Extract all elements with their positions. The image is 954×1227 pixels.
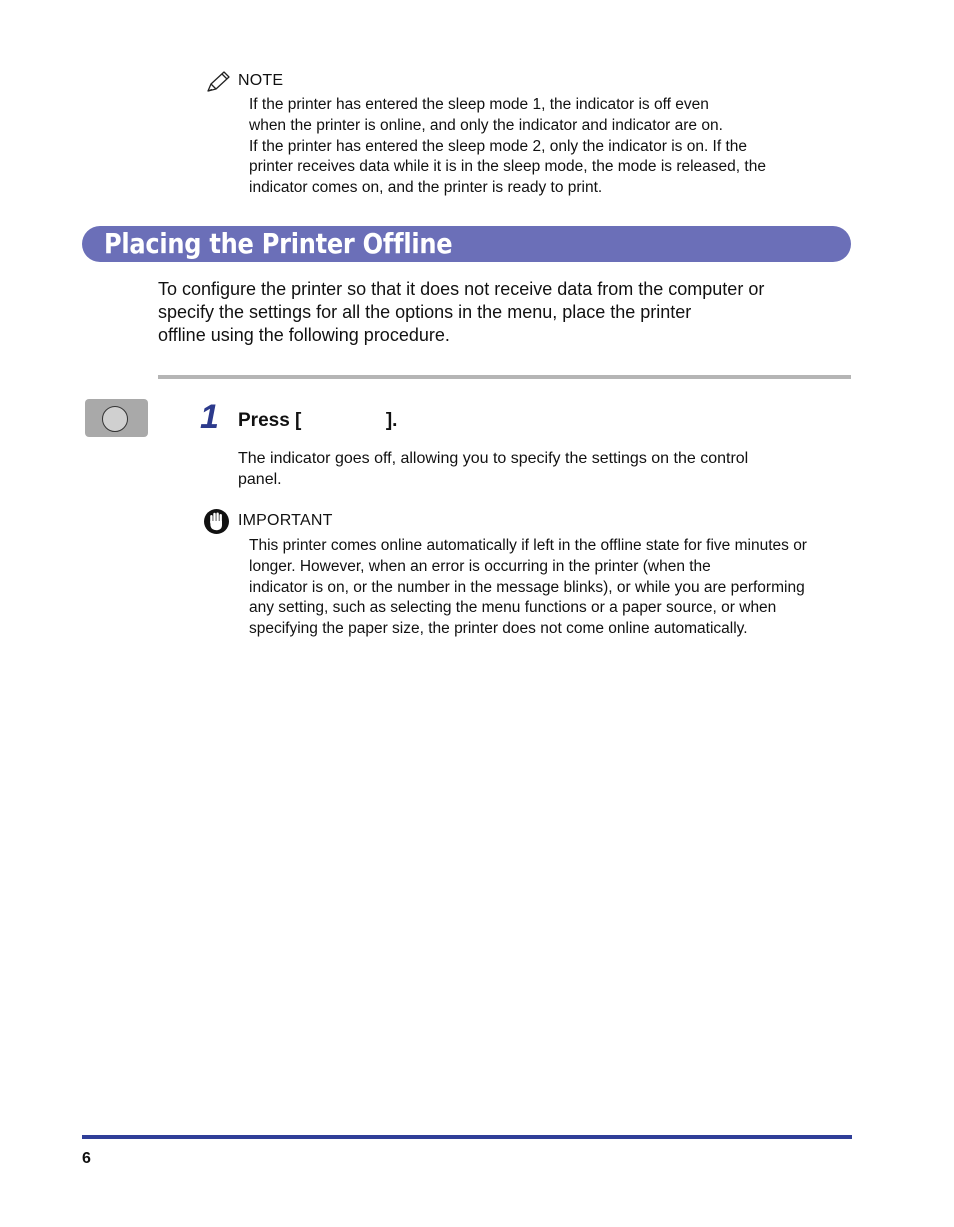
intro-line: To configure the printer so that it does not receive data from the computer or [158, 279, 765, 299]
section-title: Placing the Printer Offline [104, 227, 453, 260]
footer-rule [82, 1135, 852, 1139]
pencil-icon [205, 70, 231, 94]
intro-paragraph [158, 278, 838, 347]
note-label: NOTE [238, 72, 284, 89]
step-desc-line: The indicator goes off, allowing you to specify the settings on the control [238, 450, 749, 467]
important-line: indicator is on, or the number in the message blinks), or while you are performing [249, 578, 805, 596]
hand-icon [203, 508, 230, 535]
intro-line: specify the settings for all the options in the menu, place the printer [158, 302, 692, 322]
note-line: when the printer is online, and only the indicator and indicator are on. [249, 116, 723, 134]
note-line: printer receives data while it is in the sleep mode, the mode is released, the [249, 158, 766, 176]
step-description [238, 448, 858, 490]
key-button-knob [102, 406, 128, 432]
important-line: longer. However, when an error is occurring in the printer (when the [249, 557, 711, 575]
note-line: If the printer has entered the sleep mode 2, only the indicator is on. If the [249, 137, 748, 155]
important-line: specifying the paper size, the printer does not come online automatically. [249, 620, 748, 638]
note-text [249, 95, 854, 199]
important-line: any setting, such as selecting the menu functions or a paper source, or when [249, 599, 777, 617]
step-number: 1 [200, 398, 219, 436]
note-line: indicator comes on, and the printer is ready to print. [249, 179, 603, 197]
important-label: IMPORTANT [238, 512, 333, 529]
important-line: This printer comes online automatically if left in the offline state for five minutes or [249, 537, 807, 554]
offline-key-icon [85, 399, 148, 437]
note-line: If the printer has entered the sleep mode 1, the indicator is off even [249, 96, 709, 113]
step-desc-line: panel. [238, 471, 282, 488]
important-text [249, 536, 854, 640]
intro-line: offline using the following procedure. [158, 325, 450, 345]
step-title: Press [ ]. [238, 410, 398, 431]
page-number: 6 [82, 1150, 91, 1167]
section-divider [158, 375, 851, 379]
